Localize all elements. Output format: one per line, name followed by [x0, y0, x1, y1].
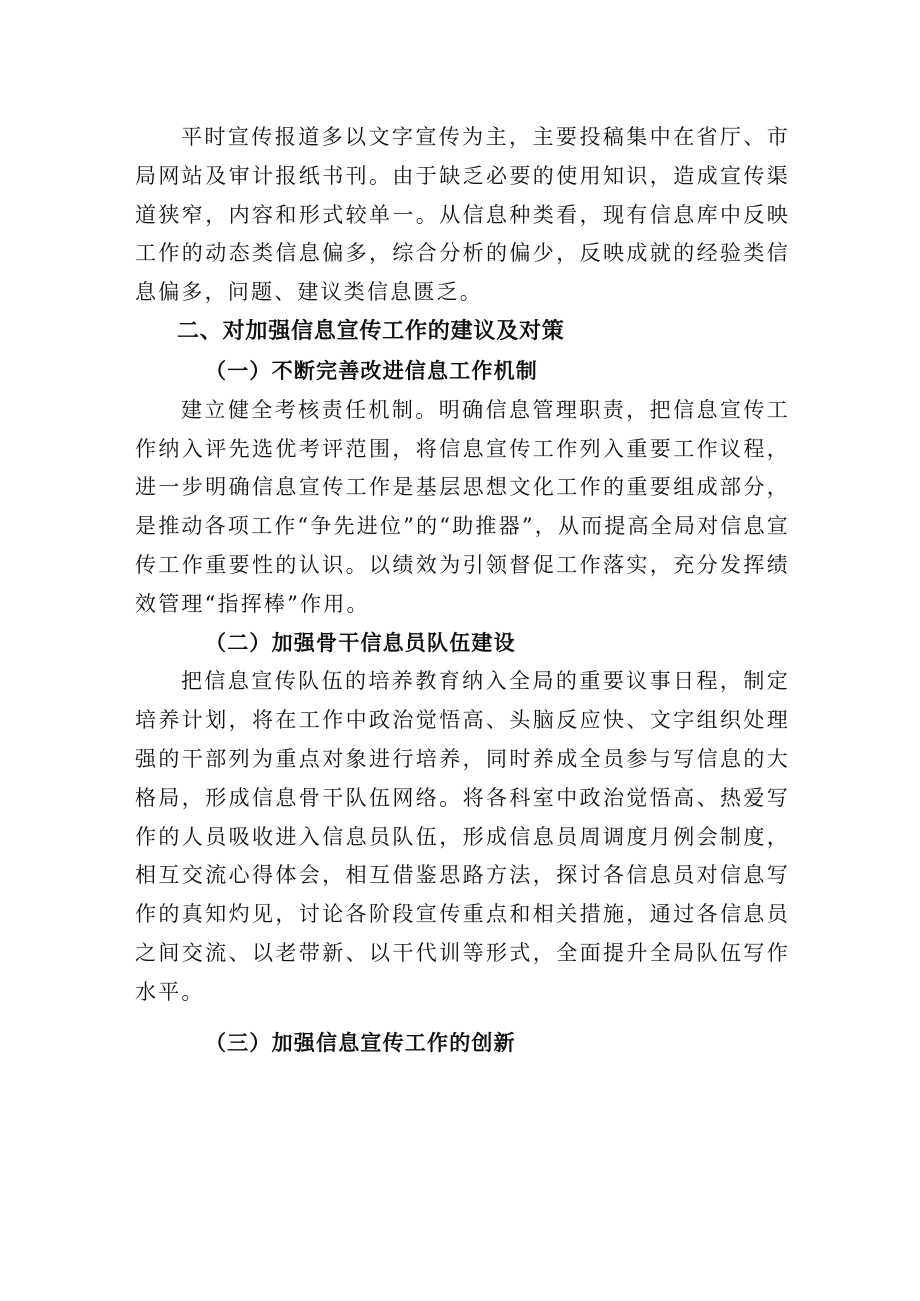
document-page: [135, 118, 790, 1062]
paragraph-mechanism: 建立健全考核责任机制。明确信息管理职责，把信息宣传工作纳入评先选优考评范围，将信息宣传工作列入重要工作议程，进一步明确信息宣传工作是基层思想文化工作的重要组成部分，是推动各项工作“争先进位”的“助推器”，从而提高全局对信息宣传工作重要性的认识。以绩效为引领督促工作落实，充分发挥绩效管理“指挥棒”作用。: [135, 397, 790, 616]
subheading-innovation: （三）加强信息宣传工作的创新: [205, 1029, 516, 1055]
paragraph-team-building: 把信息宣传队伍的培养教育纳入全局的重要议事日程，制定培养计划，将在工作中政治觉悟高、头脑反应快、文字组织处理强的干部列为重点对象进行培养，同时养成全员参与写信息的大格局，形成信息骨干队伍网络。将各科室中政治觉悟高、热爱写作的人员吸收进入信息员队伍，形成信息员周调度月例会制度，相互交流心得体会，相互借鉴思路方法，探讨各信息员对信息写作的真知灼见，讨论各阶段宣传重点和相关措施，通过各信息员之间交流、以老带新、以干代训等形式，全面提升全局队伍写作水平。: [135, 669, 790, 1004]
paragraph-publicity-status: 平时宣传报道多以文字宣传为主，主要投稿集中在省厅、市局网站及审计报纸书刊。由于缺乏必要的使用知识，造成宣传渠道狭窄，内容和形式较单一。从信息种类看，现有信息库中反映工作的动态类信息偏多，综合分析的偏少，反映成就的经验类信息偏多，问题、建议类信息匮乏。: [135, 125, 790, 305]
section-heading-suggestions: 二、对加强信息宣传工作的建议及对策: [177, 318, 565, 344]
subheading-mechanism: （一）不断完善改进信息工作机制: [205, 357, 538, 383]
subheading-team-building: （二）加强骨干信息员队伍建设: [205, 629, 516, 655]
